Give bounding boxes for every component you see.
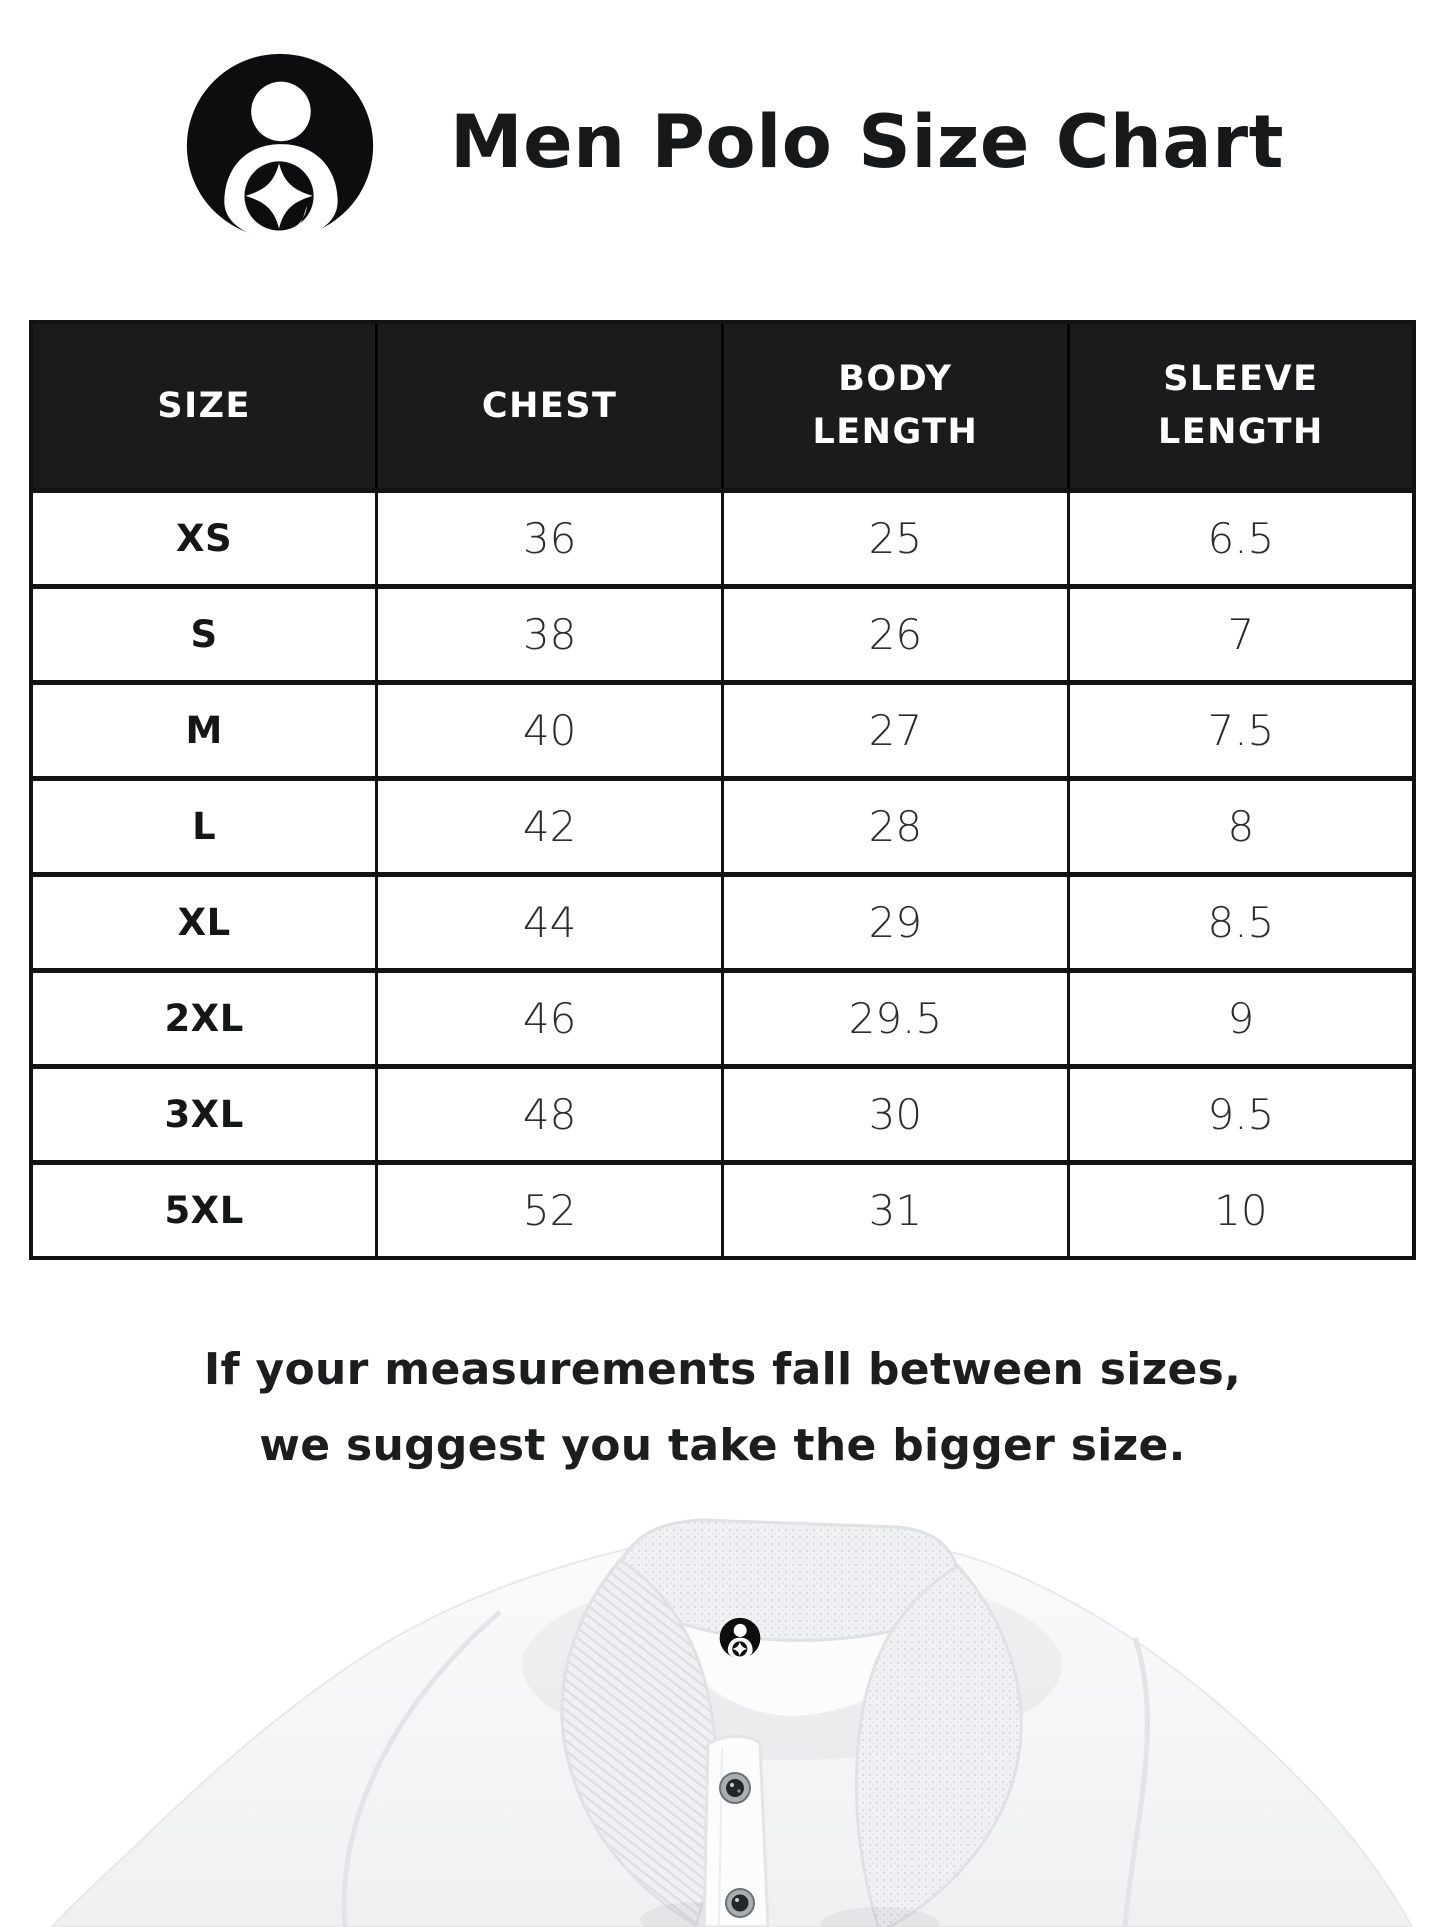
brand-logo-icon — [178, 50, 382, 242]
body-length-cell: 25 — [723, 490, 1069, 586]
column-header-sleeve-length — [1068, 322, 1414, 490]
body-length-cell: 28 — [723, 778, 1069, 874]
chest-cell: 48 — [377, 1066, 723, 1162]
sleeve-length-cell: 9.5 — [1068, 1066, 1414, 1162]
fit-note — [0, 1332, 1445, 1483]
chest-cell: 46 — [377, 970, 723, 1066]
chest-cell: 52 — [377, 1162, 723, 1258]
column-header-body-length — [723, 322, 1069, 490]
sleeve-length-cell: 7.5 — [1068, 682, 1414, 778]
table-row — [31, 586, 1414, 682]
chest-cell: 36 — [377, 490, 723, 586]
table-row — [31, 778, 1414, 874]
body-length-cell: 31 — [723, 1162, 1069, 1258]
table-row — [31, 970, 1414, 1066]
chest-cell: 44 — [377, 874, 723, 970]
chest-cell: 42 — [377, 778, 723, 874]
column-header-label: CHEST — [481, 385, 618, 426]
size-cell: 3XL — [31, 1066, 377, 1162]
sleeve-length-cell: 6.5 — [1068, 490, 1414, 586]
polo-button-icon — [726, 1889, 754, 1917]
table-row — [31, 1066, 1414, 1162]
size-cell: 2XL — [31, 970, 377, 1066]
polo-button-icon — [720, 1773, 750, 1803]
body-length-cell: 29 — [723, 874, 1069, 970]
size-cell: XL — [31, 874, 377, 970]
table-row — [31, 682, 1414, 778]
column-header-label: LENGTH — [1157, 411, 1324, 452]
page-title: Men Polo Size Chart — [450, 100, 1284, 185]
column-header-chest — [377, 322, 723, 490]
size-cell: XS — [31, 490, 377, 586]
table-row — [31, 490, 1414, 586]
size-chart-table — [29, 320, 1416, 1260]
table-row — [31, 1162, 1414, 1258]
column-header-label: SIZE — [157, 385, 251, 426]
column-header-label: LENGTH — [812, 411, 979, 452]
column-header-label: BODY — [838, 359, 953, 400]
table-header-row — [31, 322, 1414, 490]
chest-cell: 40 — [377, 682, 723, 778]
column-header-label: SLEEVE — [1163, 359, 1319, 400]
column-header-size — [31, 322, 377, 490]
size-cell: M — [31, 682, 377, 778]
fit-note-line2: we suggest you take the bigger size. — [259, 1419, 1186, 1471]
body-length-cell: 30 — [723, 1066, 1069, 1162]
polo-shirt-photo — [0, 1500, 1445, 1927]
table-row — [31, 874, 1414, 970]
body-length-cell: 29.5 — [723, 970, 1069, 1066]
polo-brand-label-icon — [720, 1618, 761, 1659]
body-length-cell: 26 — [723, 586, 1069, 682]
body-length-cell: 27 — [723, 682, 1069, 778]
size-cell: 5XL — [31, 1162, 377, 1258]
size-cell: L — [31, 778, 377, 874]
sleeve-length-cell: 8.5 — [1068, 874, 1414, 970]
sleeve-length-cell: 10 — [1068, 1162, 1414, 1258]
sleeve-length-cell: 9 — [1068, 970, 1414, 1066]
sleeve-length-cell: 8 — [1068, 778, 1414, 874]
sleeve-length-cell: 7 — [1068, 586, 1414, 682]
fit-note-line1: If your measurements fall between sizes, — [203, 1344, 1242, 1395]
chest-cell: 38 — [377, 586, 723, 682]
size-cell: S — [31, 586, 377, 682]
